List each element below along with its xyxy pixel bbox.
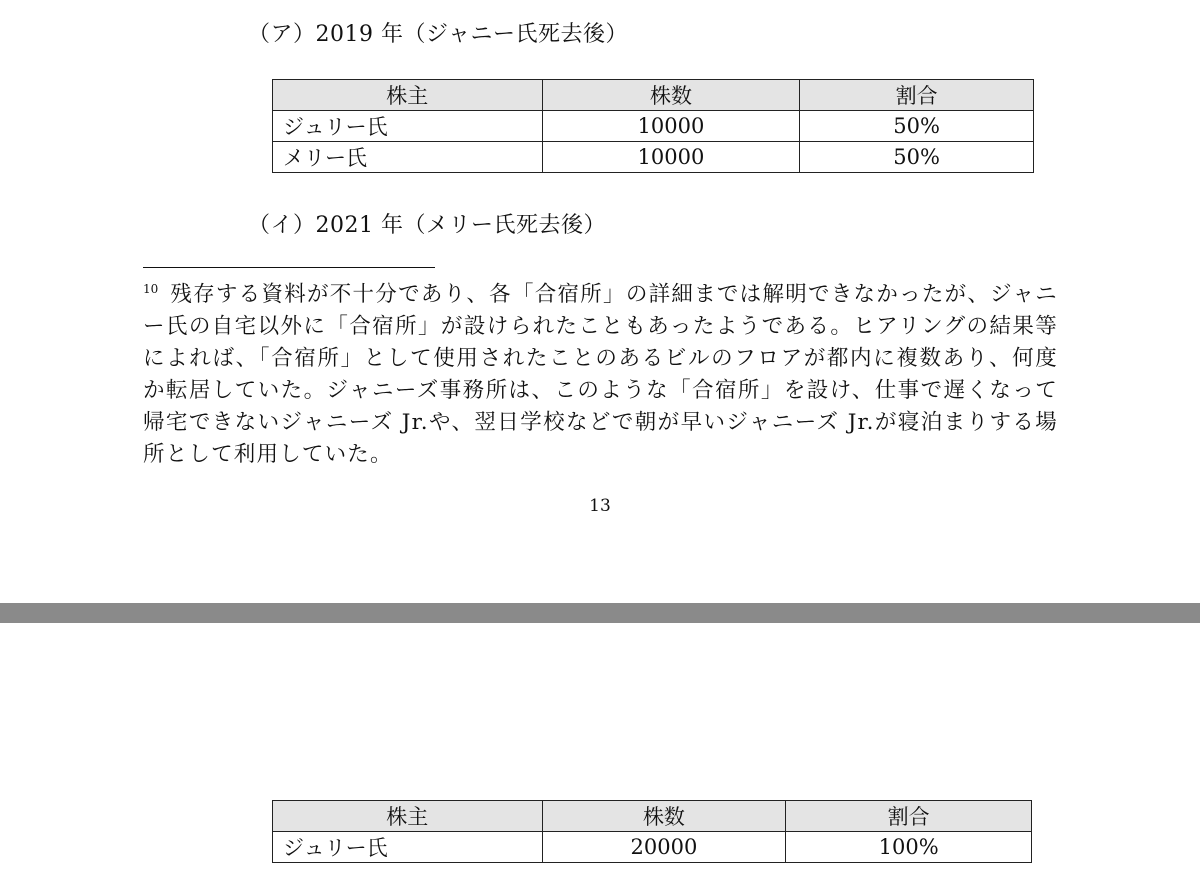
section-heading-2019: （ア）2019 年（ジャニー氏死去後）	[248, 22, 629, 47]
shareholder-name: ジュリー氏	[273, 111, 543, 142]
table-header-row	[273, 80, 1034, 111]
column-header-ratio: 割合	[800, 80, 1034, 111]
shareholder-name: メリー氏	[273, 142, 543, 173]
column-header-shareholder: 株主	[273, 80, 543, 111]
share-ratio: 50%	[800, 111, 1034, 142]
shareholder-table-2021	[272, 800, 1032, 863]
share-count: 20000	[542, 832, 786, 863]
page-number: 13	[589, 496, 611, 516]
footnote-text: 残存する資料が不十分であり、各「合宿所」の詳細までは解明できなかったが、ジャニー氏の自宅以外に「合宿所」が設けられたこともあったようである。ヒアリングの結果等によれば、「合宿所」として使用されたことのあるビルのフロアが都内に複数あり、何度か転居していた。ジャニーズ事務所は、このような「合宿所」を設け、仕事で遅くなって帰宅できないジャニーズ Jr.や、翌日学校などで朝が早いジャニーズ Jr.が寝泊まりする場所として利用していた。	[143, 282, 1058, 467]
footnote-divider	[143, 267, 435, 268]
share-count: 10000	[542, 142, 800, 173]
shareholder-name: ジュリー氏	[273, 832, 543, 863]
document-page-14	[0, 623, 1200, 884]
table-row	[273, 142, 1034, 173]
table-row	[273, 111, 1034, 142]
footnote-mark: 10	[143, 281, 159, 296]
share-ratio: 50%	[800, 142, 1034, 173]
share-ratio: 100%	[786, 832, 1032, 863]
footnote	[143, 279, 1058, 471]
table-row	[273, 832, 1032, 863]
table-header-row	[273, 801, 1032, 832]
section-heading-2021: （イ）2021 年（メリー氏死去後）	[248, 213, 606, 238]
column-header-ratio: 割合	[786, 801, 1032, 832]
page-separator	[0, 603, 1200, 623]
share-count: 10000	[542, 111, 800, 142]
column-header-shareholder: 株主	[273, 801, 543, 832]
column-header-shares: 株数	[542, 80, 800, 111]
shareholder-table-2019	[272, 79, 1034, 173]
column-header-shares: 株数	[542, 801, 786, 832]
